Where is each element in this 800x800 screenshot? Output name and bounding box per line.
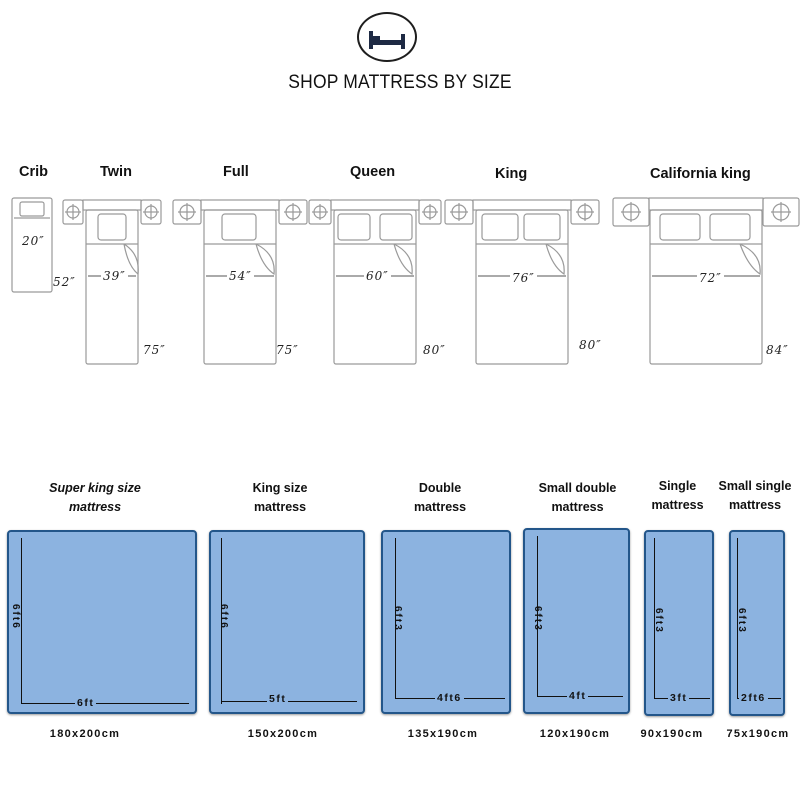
- length-label: 6ft6: [10, 604, 21, 630]
- mattress-double: [381, 530, 511, 714]
- king-length: 80″: [579, 338, 602, 352]
- length-label: 6ft3: [392, 606, 403, 632]
- uk-label-line2: mattress: [551, 500, 604, 514]
- crib-length: 52″: [53, 275, 76, 289]
- uk-label-small-double: [525, 479, 630, 517]
- size-label-full: Full: [223, 164, 249, 180]
- mattress-small-single: [729, 530, 785, 716]
- uk-label-line1: Small double: [538, 481, 617, 495]
- uk-label-line2: mattress: [413, 500, 467, 514]
- uk-label-line1: Single: [658, 479, 697, 493]
- mattress-small-double: [523, 528, 630, 714]
- cm-small-single: 75x190cm: [726, 728, 790, 740]
- cm-small-double: 120x190cm: [539, 728, 611, 740]
- twin-length: 75″: [143, 343, 166, 357]
- uk-label-line1: King size: [252, 481, 308, 495]
- uk-label-double: [385, 479, 495, 517]
- page-title: SHOP MATTRESS BY SIZE: [288, 72, 512, 93]
- us-bed-diagrams: [0, 190, 800, 380]
- uk-label-single: [640, 477, 715, 515]
- bed-icon: [357, 12, 417, 62]
- california-king-width: 72″: [699, 271, 722, 285]
- queen-width: 60″: [366, 269, 389, 283]
- uk-label-line2: mattress: [728, 498, 782, 512]
- uk-label-line1: Small single: [718, 479, 792, 493]
- uk-label-super-king: [30, 479, 160, 517]
- width-label: 6ft: [77, 697, 95, 709]
- size-label-queen: Queen: [350, 164, 396, 180]
- length-label: 6ft3: [532, 606, 543, 632]
- width-label: 4ft6: [437, 692, 462, 704]
- uk-label-line2: mattress: [651, 498, 704, 512]
- width-label: 2ft6: [741, 692, 766, 704]
- uk-label-small-single: [712, 477, 798, 515]
- length-label: 6ft3: [736, 608, 747, 634]
- size-label-king: King: [495, 166, 528, 182]
- mattress-king-size: [209, 530, 365, 714]
- twin-width: 39″: [103, 269, 126, 283]
- full-width: 54″: [229, 269, 252, 283]
- full-length: 75″: [276, 343, 299, 357]
- size-label-crib: Crib: [19, 164, 48, 180]
- size-label-twin: Twin: [100, 164, 132, 180]
- california-king-length: 84″: [766, 343, 789, 357]
- cm-single: 90x190cm: [640, 728, 704, 740]
- uk-label-king-size: [220, 479, 340, 517]
- king-width: 76″: [512, 271, 535, 285]
- cm-super-king: 180x200cm: [49, 728, 121, 740]
- length-label: 6ft6: [218, 604, 229, 630]
- size-label-california-king: California king: [650, 166, 751, 182]
- mattress-single: [644, 530, 714, 716]
- crib-width: 20″: [22, 234, 45, 248]
- uk-label-line1: Super king size: [49, 481, 141, 495]
- uk-label-line2: mattress: [68, 500, 122, 514]
- queen-length: 80″: [423, 343, 446, 357]
- length-label: 6ft3: [653, 608, 664, 634]
- width-label: 3ft: [670, 692, 688, 704]
- width-label: 4ft: [569, 690, 587, 702]
- cm-king-size: 150x200cm: [247, 728, 319, 740]
- uk-label-line1: Double: [418, 481, 462, 495]
- cm-double: 135x190cm: [407, 728, 479, 740]
- uk-label-line2: mattress: [253, 500, 307, 514]
- width-label: 5ft: [269, 693, 287, 705]
- mattress-super-king: [7, 530, 197, 714]
